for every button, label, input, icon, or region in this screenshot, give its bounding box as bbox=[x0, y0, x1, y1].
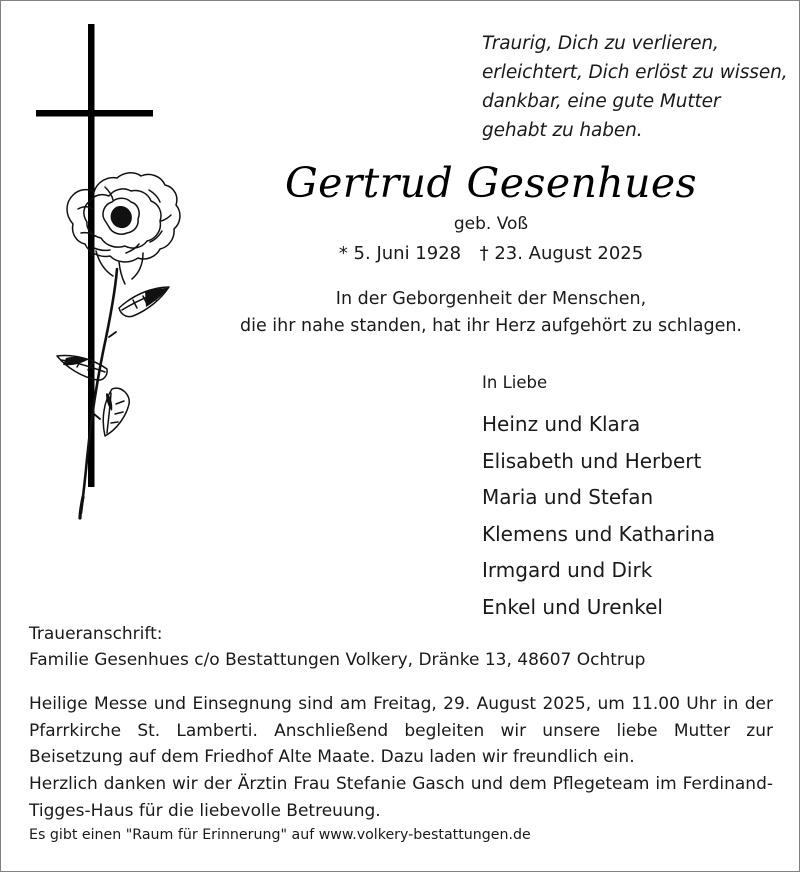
deceased-name: Gertrud Gesenhues bbox=[284, 159, 697, 207]
cross-with-rose-illustration bbox=[21, 19, 211, 529]
family-intro: In Liebe bbox=[482, 373, 548, 392]
family-member: Klemens und Katharina bbox=[482, 521, 716, 546]
family-member: Maria und Stefan bbox=[482, 485, 654, 509]
address-label: Traueranschrift: bbox=[29, 624, 163, 644]
thanks-message: Herzlich danken wir der Ärztin Frau Stefanie Gasch und dem Pflegeteam im Ferdinand-Tigges-Haus für die liebevolle Betreuung. bbox=[29, 774, 773, 821]
maiden-name: geb. Voß bbox=[453, 214, 529, 234]
family-member: Enkel und Urenkel bbox=[482, 594, 663, 619]
verse-line-4: gehabt zu haben. bbox=[482, 120, 643, 141]
life-dates bbox=[201, 240, 781, 268]
verse-line-3: dankbar, eine gute Mutter bbox=[482, 91, 721, 112]
memorial-line-2: die ihr nahe standen, hat ihr Herz aufgehört zu schlagen. bbox=[239, 316, 742, 336]
birth-symbol: * bbox=[338, 243, 348, 264]
verse-line-1: Traurig, Dich zu verlieren, bbox=[482, 33, 719, 54]
remembrance-room-note: Es gibt einen "Raum für Erinnerung" auf www.volkery-bestattungen.de bbox=[29, 827, 531, 843]
mourning-address-block bbox=[29, 621, 773, 673]
name-block bbox=[201, 159, 781, 268]
family-member: Elisabeth und Herbert bbox=[482, 448, 702, 473]
opening-verse bbox=[482, 29, 788, 145]
rose-icon bbox=[57, 173, 180, 518]
address-value: Familie Gesenhues c/o Bestattungen Volkery, Dränke 13, 48607 Ochtrup bbox=[29, 650, 646, 670]
family-member: Heinz und Klara bbox=[482, 412, 641, 436]
service-information: Heilige Messe und Einsegnung sind am Freitag, 29. August 2025, um 11.00 Uhr in der Pfarrkirche St. Lamberti. Anschließend begleiten wir unsere liebe Mutter zur Beisetzung auf dem Friedhof Alte Maate. Dazu laden wir freundlich ein. bbox=[29, 694, 773, 767]
memorial-line-1: In der Geborgenheit der Menschen, bbox=[335, 289, 647, 309]
family-member: Irmgard und Dirk bbox=[482, 558, 653, 582]
death-date: 23. August 2025 bbox=[494, 243, 644, 264]
cross-icon bbox=[36, 24, 153, 487]
memorial-text bbox=[201, 286, 781, 340]
death-symbol: † bbox=[479, 243, 489, 264]
family-block bbox=[482, 371, 782, 625]
birth-date: 5. Juni 1928 bbox=[353, 243, 462, 264]
verse-line-2: erleichtert, Dich erlöst zu wissen, bbox=[482, 62, 788, 83]
